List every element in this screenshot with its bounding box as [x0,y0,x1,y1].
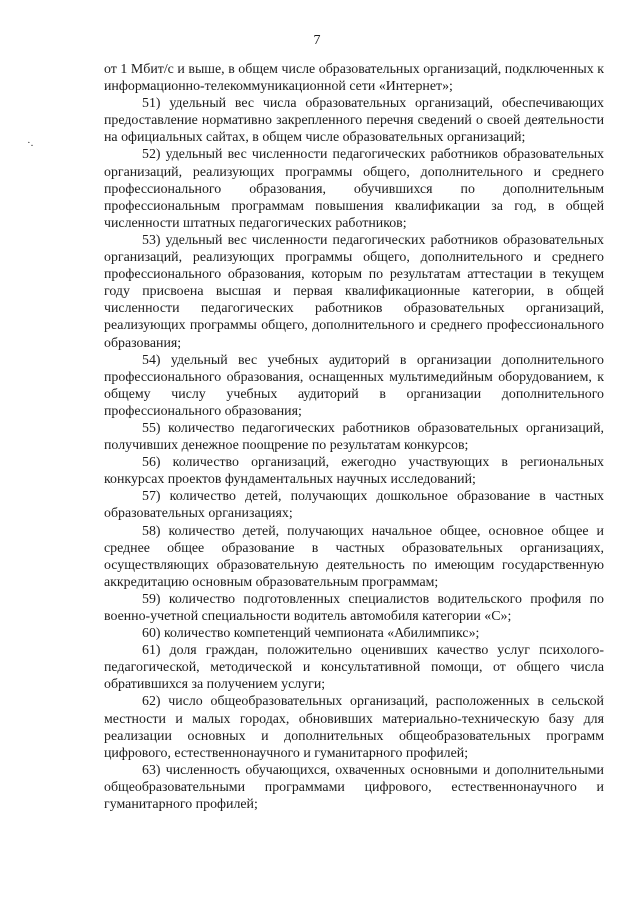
list-item-paragraph: 54) удельный вес учебных аудиторий в организации дополнительного профессионального образования, оснащенных мультимедийным оборудованием, к общему числу учебных аудиторий в организации дополнительного профессионального образования; [104,352,604,419]
list-item-paragraph: 60) количество компетенций чемпионата «Абилимпикс»; [142,626,480,642]
list-item-paragraph: 58) количество детей, получающих начальное общее, основное общее и среднее общее образование в частных образовательных организациях, осуществляющих образовательную деятельность по имеющим государственную аккредитацию основным образовательным программам; [104,523,604,590]
continuation-paragraph: от 1 Мбит/с и выше, в общем числе образовательных организаций, подключенных к информационно-телекоммуникационной сети «Интернет»; [104,62,604,95]
list-item-paragraph: 51) удельный вес числа образовательных организаций, обеспечивающих предоставление нормативно закрепленного перечня сведений о своей деятельности на официальных сайтах, в общем числе образовательных организаций; [104,96,604,146]
list-item-paragraph: 53) удельный вес численности педагогических работников образовательных организаций, реализующих программы общего, дополнительного и среднего профессионального образования, которым по результатам аттестации в текущем году присвоена высшая и первая квалификационные категории, в общей численности педагогических работников образовательных организаций, реализующих программы общего, дополнительного и среднего профессионального образования; [104,232,604,351]
margin-mark: ·. [27,137,34,149]
list-item-paragraph: 61) доля граждан, положительно оценивших качество услуг психолого-педагогической, методической и консультативной помощи, от общего числа обратившихся за получением услуги; [104,643,604,693]
page-number: 7 [313,33,321,48]
list-item-paragraph: 59) количество подготовленных специалистов водительского профиля по военно-учетной специальности водитель автомобиля категории «С»; [104,591,604,624]
list-item-paragraph: 52) удельный вес численности педагогических работников образовательных организаций, реализующих программы общего, дополнительного и среднего профессионального образования, обучившихся по дополнительным профессиональным программам повышения квалификации за год, в общей численности штатных педагогических работников; [104,147,604,231]
list-item-paragraph: 55) количество педагогических работников образовательных организаций, получивших денежное поощрение по результатам конкурсов; [104,420,604,454]
list-item-paragraph: 62) число общеобразовательных организаций, расположенных в сельской местности и малых городах, обновивших материально-техническую базу для реализации основных и дополнительных общеобразовательных программ цифрового, естественнонаучного и гуманитарного профилей; [104,694,604,761]
document-body [104,61,604,813]
list-item-paragraph: 63) численность обучающихся, охваченных основными и дополнительными общеобразовательными программами цифрового, естественнонаучного и гуманитарного профилей; [104,762,604,813]
list-item-paragraph: 56) количество организаций, ежегодно участвующих в региональных конкурсах проектов фундаментальных научных исследований; [104,455,604,488]
list-item-paragraph: 57) количество детей, получающих дошкольное образование в частных образовательных организациях; [104,489,604,522]
